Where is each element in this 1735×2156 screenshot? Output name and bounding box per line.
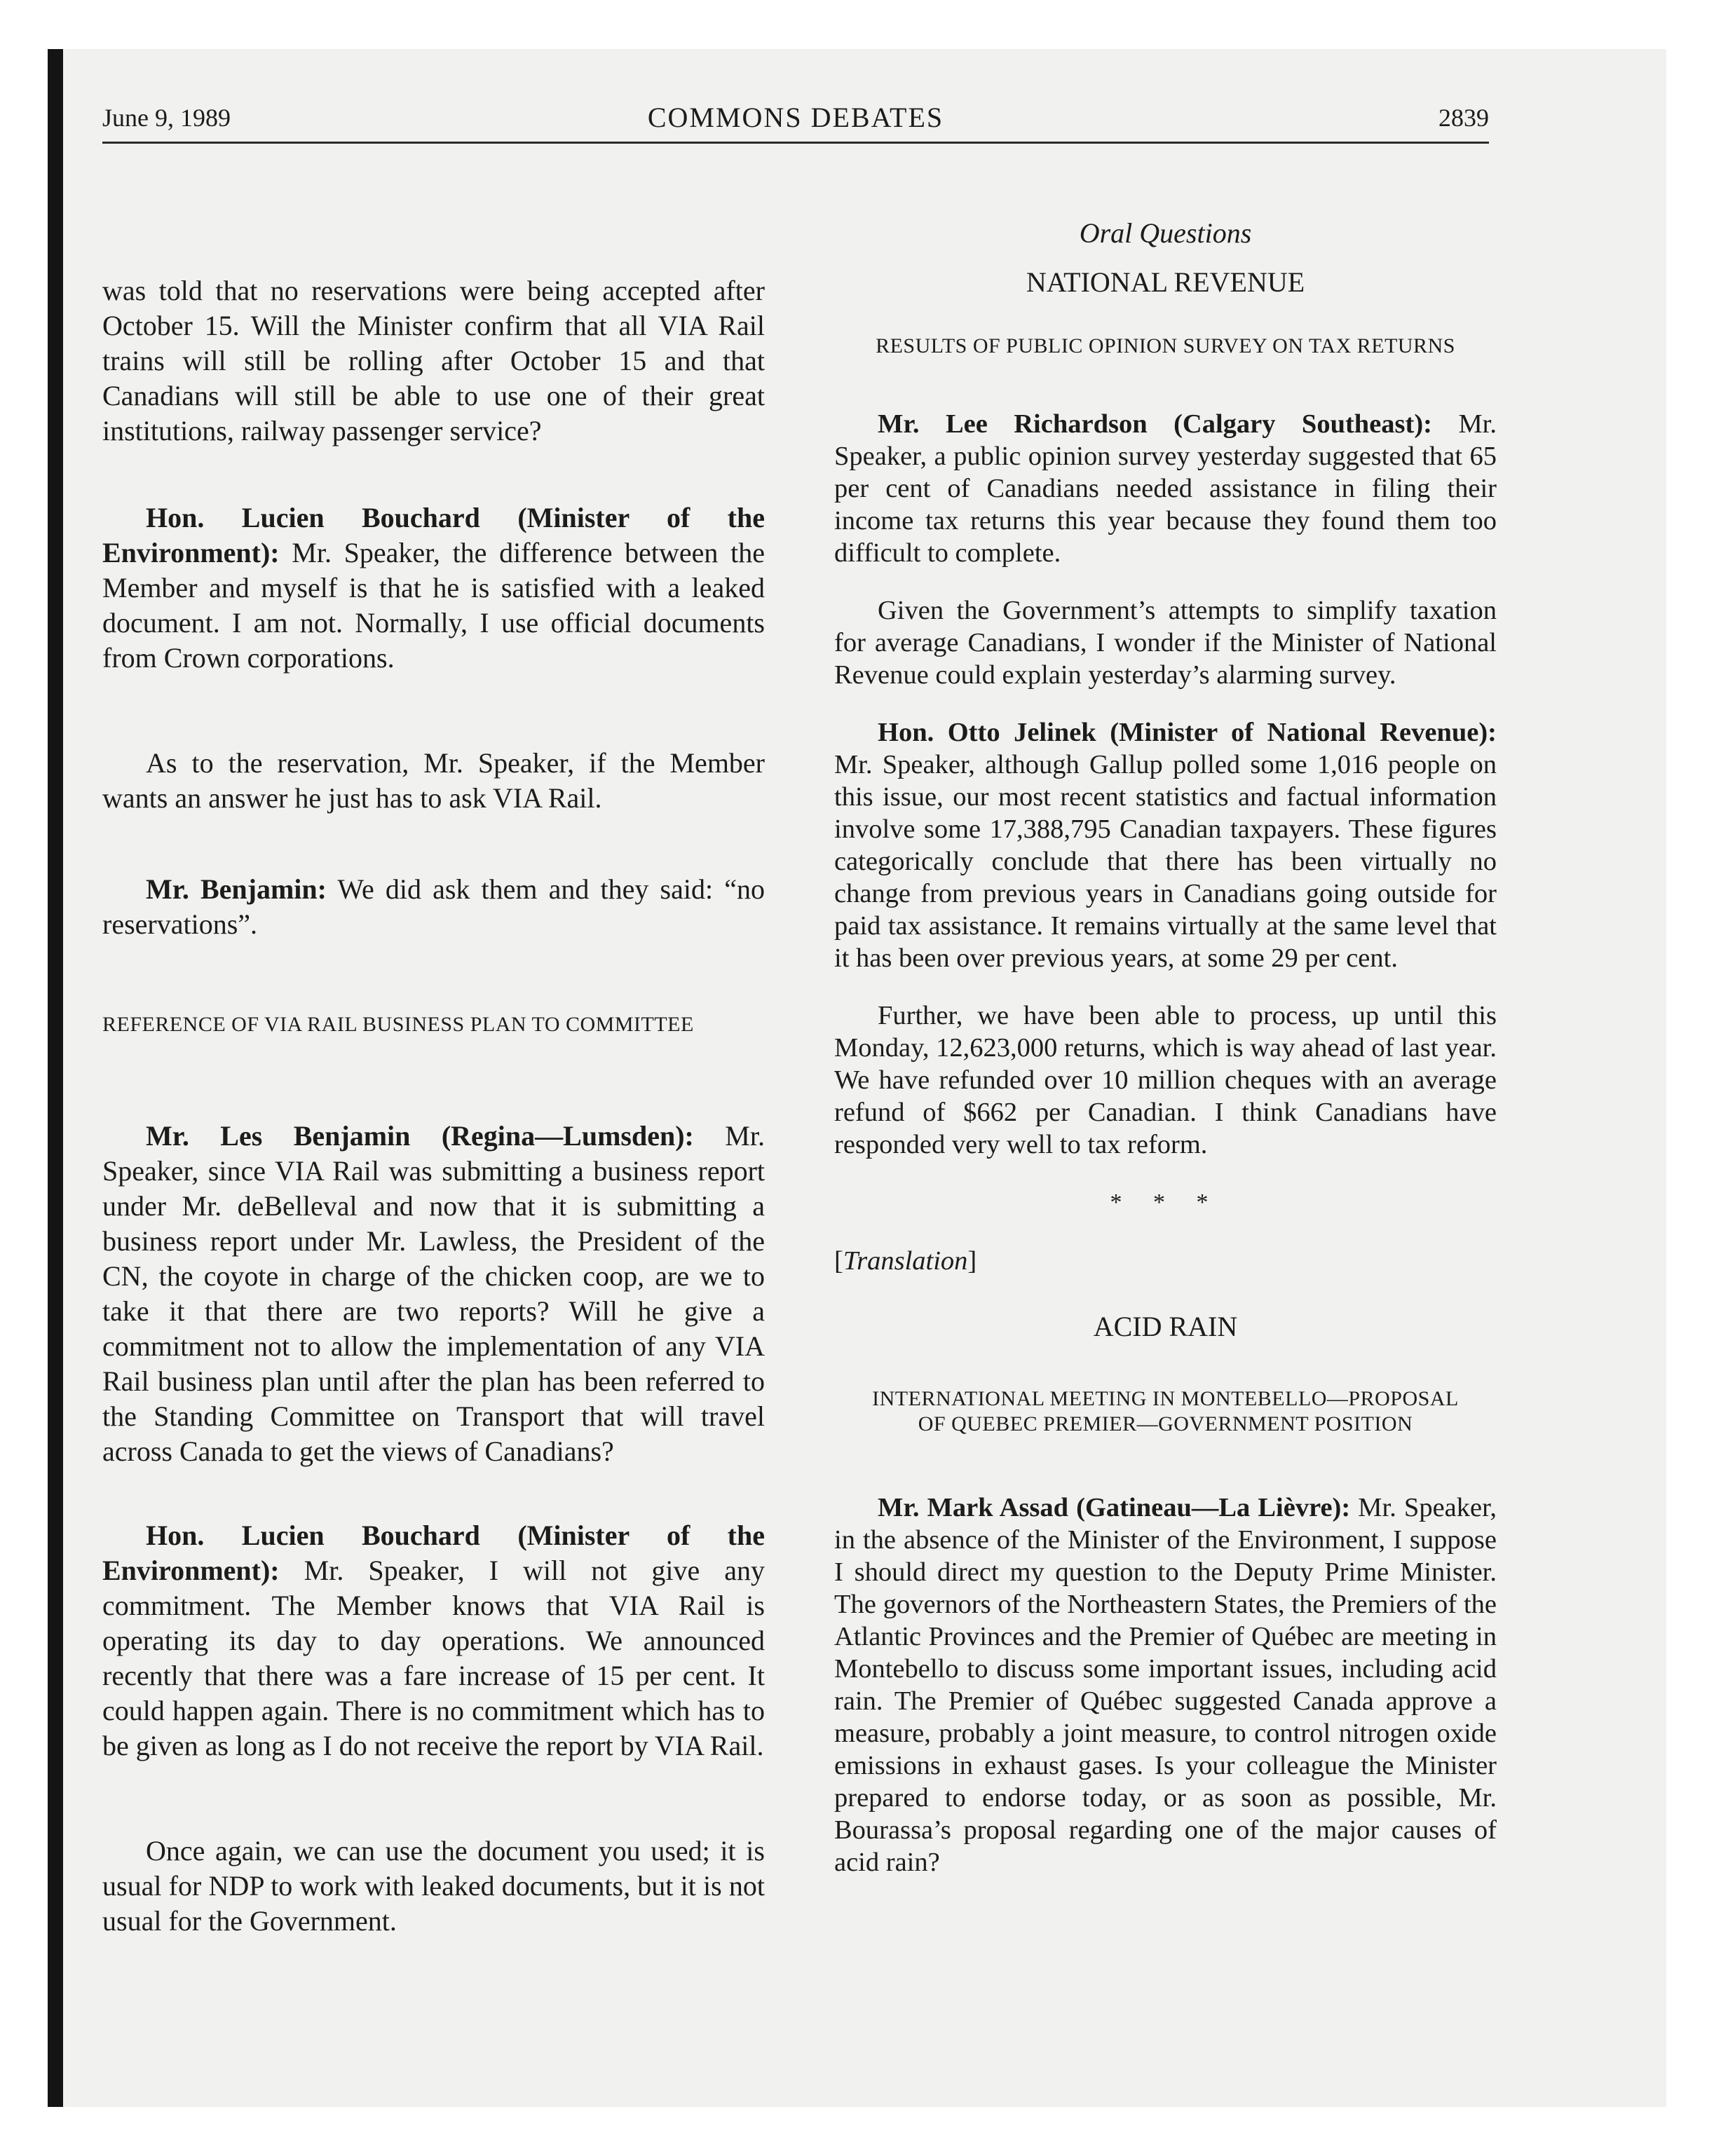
paragraph bbox=[834, 408, 1497, 569]
translation-note: [Translation] bbox=[834, 1246, 977, 1276]
paragraph bbox=[102, 1119, 765, 1469]
subsection-heading-line: OF QUEBEC PREMIER—GOVERNMENT POSITION bbox=[918, 1412, 1413, 1435]
section-separator: * * * bbox=[1110, 1189, 1221, 1215]
speech-text: We did ask them and they said: “no reservations”. bbox=[102, 873, 765, 940]
paragraph bbox=[102, 500, 765, 676]
section-heading: ACID RAIN bbox=[1093, 1311, 1238, 1342]
right-column bbox=[834, 161, 1497, 1911]
page-header bbox=[102, 97, 1489, 139]
speech-text: Mr. Speaker, although Gallup polled some 1,016 people on this issue, our most recent statistics and factual information involve some 17,388,795 Canadian taxpayers. These figures categorically conclude that there has been virtually no change from previous years in Canadians going outside for paid tax assistance. It remains virtually at the same level that it has been over previous years, at some 29 per cent. bbox=[834, 750, 1497, 973]
subsection-heading: RESULTS OF PUBLIC OPINION SURVEY ON TAX RETURNS bbox=[876, 334, 1455, 357]
speaker-name: Mr. Mark Assad (Gatineau—La Lièvre): bbox=[878, 1493, 1351, 1522]
binding-edge bbox=[48, 49, 63, 2107]
scan-margin-left bbox=[0, 0, 48, 2156]
speaker-name: Hon. Otto Jelinek (Minister of National Revenue): bbox=[878, 718, 1497, 747]
left-column bbox=[102, 161, 765, 1971]
paragraph bbox=[834, 1492, 1497, 1878]
scan-margin-right bbox=[1666, 0, 1735, 2156]
subsection-heading: REFERENCE OF VIA RAIL BUSINESS PLAN TO COMMITTEE bbox=[102, 1013, 694, 1036]
paragraph: Further, we have been able to process, up until this Monday, 12,623,000 returns, which is way ahead of last year. We have refunded over 10 million cheques with an average refund of $662 per Canadian. I think Canadians have responded very well to tax reform. bbox=[834, 1001, 1497, 1159]
speaker-name: Mr. Les Benjamin (Regina—Lumsden): bbox=[146, 1120, 694, 1152]
translation-label: Translation bbox=[843, 1246, 968, 1276]
speaker-name: Mr. Lee Richardson (Calgary Southeast): bbox=[878, 409, 1433, 439]
paragraph bbox=[102, 1518, 765, 1763]
running-head: Oral Questions bbox=[1079, 217, 1252, 249]
header-title: COMMONS DEBATES bbox=[647, 102, 944, 133]
paragraph bbox=[834, 716, 1497, 974]
paragraph: As to the reservation, Mr. Speaker, if the Member wants an answer he just has to ask VIA Rail. bbox=[102, 747, 765, 814]
speaker-name: Hon. Lucien Bouchard (Minister of the Environment): bbox=[102, 1520, 765, 1586]
subsection-heading-line: INTERNATIONAL MEETING IN MONTEBELLO—PROPOSAL bbox=[872, 1387, 1459, 1410]
speech-text: Mr. Speaker, since VIA Rail was submitting a business report under Mr. deBelleval and now that it is submitting a business report under Mr. Lawless, the President of the CN, the coyote in charge of the chicken coop, are we to take it that there are two reports? Will he give a commitment not to allow the implementation of any VIA Rail business plan until after the plan has been referred to the Standing Committee on Transport that will travel across Canada to get the views of Canadians? bbox=[102, 1120, 765, 1467]
header-date: June 9, 1989 bbox=[102, 104, 231, 132]
paragraph bbox=[102, 872, 765, 942]
section-heading: NATIONAL REVENUE bbox=[1026, 266, 1305, 298]
speech-text: Mr. Speaker, I will not give any commitment. The Member knows that VIA Rail is operating its day to day operations. We announced recently that there was a fare increase of 15 per cent. It could happen again. There is no commitment which has to be given as long as I do not receive the report by VIA Rail. bbox=[102, 1555, 765, 1761]
speech-text: Mr. Speaker, the difference between the Member and myself is that he is satisfied with a leaked document. I am not. Normally, I use official documents from Crown corporations. bbox=[102, 537, 765, 674]
speech-text: Mr. Speaker, a public opinion survey yesterday suggested that 65 per cent of Canadians needed assistance in filing their income tax returns this year because they found them too difficult to complete. bbox=[834, 409, 1497, 568]
header-page-number: 2839 bbox=[1438, 104, 1489, 132]
paragraph: Given the Government’s attempts to simplify taxation for average Canadians, I wonder if the Minister of National Revenue could explain yesterday’s alarming survey. bbox=[834, 596, 1497, 690]
scan-margin-top bbox=[0, 0, 1735, 49]
speaker-name: Hon. Lucien Bouchard (Minister of the Environment): bbox=[102, 502, 765, 568]
paragraph: Once again, we can use the document you used; it is usual for NDP to work with leaked documents, but it is not usual for the Government. bbox=[102, 1835, 765, 1937]
paragraph: was told that no reservations were being accepted after October 15. Will the Minister confirm that all VIA Rail trains will still be rolling after October 15 and that Canadians will still be able to use one of their great institutions, railway passenger service? bbox=[102, 275, 765, 446]
speaker-name: Mr. Benjamin: bbox=[146, 873, 327, 905]
speech-text: Mr. Speaker, in the absence of the Minister of the Environment, I suppose I should direct my question to the Deputy Prime Minister. The governors of the Northeastern States, the Premiers of the Atlantic Provinces and the Premier of Québec are meeting in Montebello to discuss some important issues, including acid rain. The Premier of Québec suggested Canada approve a measure, probably a joint measure, to control nitrogen oxide emissions in exhaust gases. Is your colleague the Minister prepared to endorse today, or as soon as possible, Mr. Bourassa’s proposal regarding one of the major causes of acid rain? bbox=[834, 1493, 1497, 1877]
subsection-heading bbox=[834, 1386, 1497, 1437]
header-rule bbox=[102, 142, 1489, 144]
scan-margin-bottom bbox=[0, 2107, 1735, 2156]
